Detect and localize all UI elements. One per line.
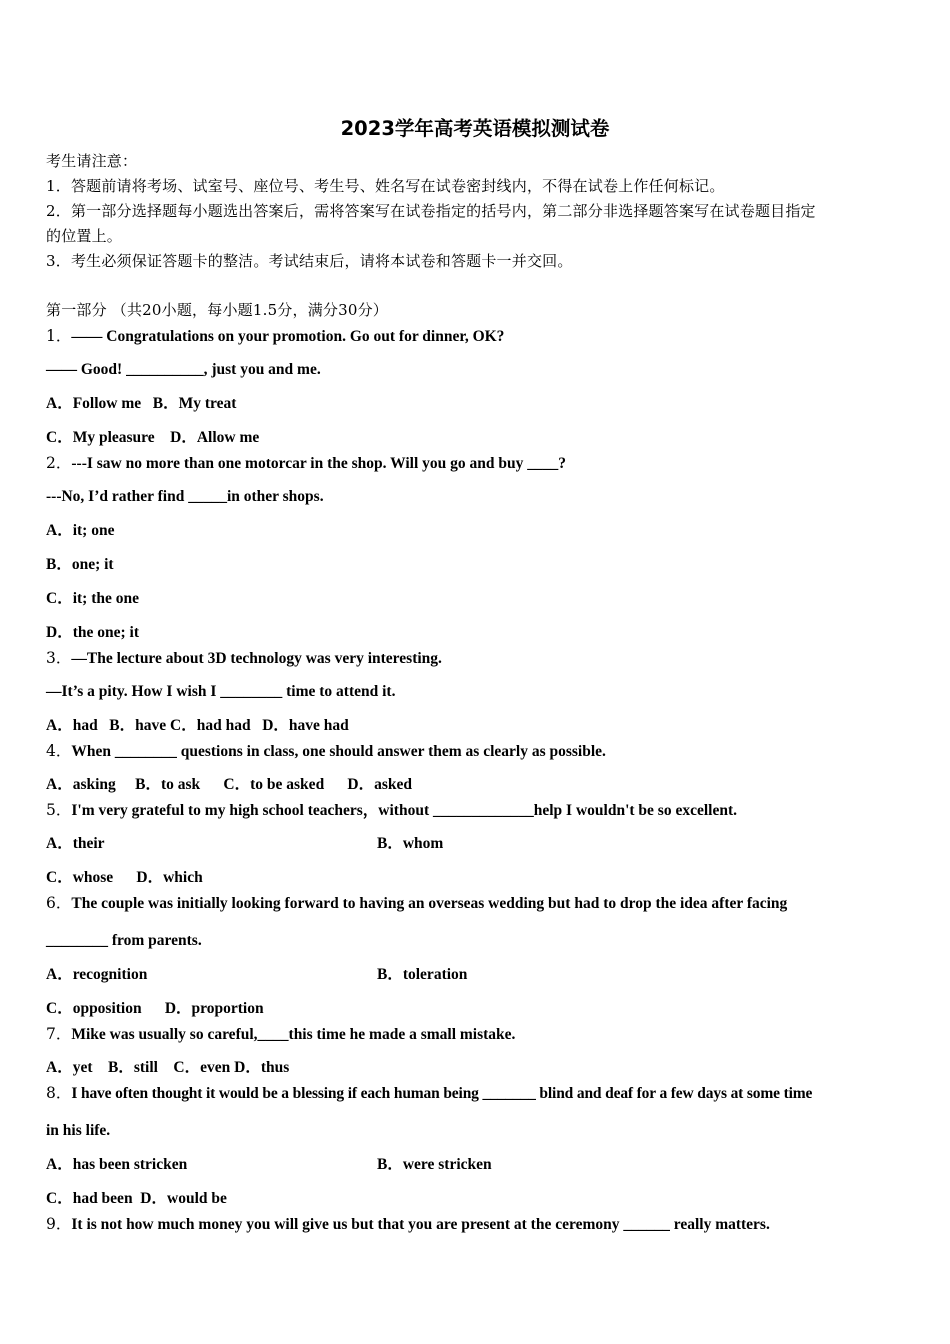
question-number: 6． bbox=[46, 894, 72, 912]
question-5 bbox=[46, 800, 904, 821]
question-5-options-cd[interactable]: C．whose D．which bbox=[46, 869, 203, 886]
question-8-options-ab bbox=[46, 1155, 904, 1175]
option-d[interactable]: D．Allow me bbox=[170, 429, 260, 446]
question-number: 1． bbox=[46, 327, 72, 345]
question-stem: —The lecture about 3D technology was very interesting. bbox=[71, 650, 442, 667]
option-b[interactable]: B．whom bbox=[377, 835, 444, 852]
question-stem: When ________ questions in class, one should answer them as clearly as possible. bbox=[71, 743, 606, 760]
question-5-options-ab bbox=[46, 834, 904, 854]
option-c[interactable]: C．it; the one bbox=[46, 590, 139, 607]
question-stem: It is not how much money you will give us but that you are present at the ceremony ______ really matters. bbox=[71, 1216, 770, 1233]
question-stem: The couple was initially looking forward to having an overseas wedding but had to drop the idea after facing bbox=[71, 895, 788, 912]
question-4-options[interactable]: A．asking B．to ask C．to be asked D．asked bbox=[46, 776, 413, 793]
question-9 bbox=[46, 1214, 904, 1235]
question-stem: I have often thought it would be a blessing if each human being _______ blind and deaf for a few days at some time bbox=[71, 1085, 813, 1102]
question-8 bbox=[46, 1083, 904, 1104]
question-1-line2: —— Good! __________, just you and me. bbox=[46, 361, 321, 378]
notice-item-3: 3．考生必须保证答题卡的整洁。考试结束后，请将本试卷和答题卡一并交回。 bbox=[46, 252, 573, 270]
question-1-options-ab bbox=[46, 394, 904, 414]
page-title: 2023学年高考英语模拟测试卷 bbox=[340, 117, 610, 140]
question-7-options[interactable]: A．yet B．still C．even D．thus bbox=[46, 1059, 290, 1076]
question-7 bbox=[46, 1024, 904, 1045]
question-stem: I'm very grateful to my high school teachers，without _____________help I wouldn't be so excellent. bbox=[71, 802, 737, 819]
question-stem: Mike was usually so careful,____this time he made a small mistake. bbox=[71, 1026, 516, 1043]
question-2 bbox=[46, 453, 904, 474]
notice-item-2-cont: 的位置上。 bbox=[46, 227, 123, 245]
question-stem: —— Congratulations on your promotion. Go out for dinner, OK? bbox=[71, 328, 505, 345]
question-6-line2: ________ from parents. bbox=[46, 932, 202, 949]
section-heading: 第一部分 （共20小题，每小题1.5分，满分30分） bbox=[46, 301, 388, 319]
question-number: 8． bbox=[46, 1084, 72, 1102]
question-4 bbox=[46, 741, 904, 762]
question-6-options-cd[interactable]: C．opposition D．proportion bbox=[46, 1000, 264, 1017]
question-number: 4． bbox=[46, 742, 72, 760]
option-a[interactable]: A．their bbox=[46, 835, 105, 852]
question-stem: ---I saw no more than one motorcar in the shop. Will you go and buy ____? bbox=[71, 455, 567, 472]
option-c[interactable]: C．My pleasure bbox=[46, 429, 155, 446]
question-6-options-ab bbox=[46, 965, 904, 985]
option-b[interactable]: B．were stricken bbox=[377, 1156, 492, 1173]
question-number: 9． bbox=[46, 1215, 72, 1233]
option-b[interactable]: B．one; it bbox=[46, 556, 114, 573]
question-1 bbox=[46, 326, 904, 347]
option-a[interactable]: A．it; one bbox=[46, 522, 115, 539]
option-b[interactable]: B．My treat bbox=[152, 395, 237, 412]
question-3 bbox=[46, 648, 904, 669]
question-number: 2． bbox=[46, 454, 72, 472]
option-a[interactable]: A．recognition bbox=[46, 966, 148, 983]
question-number: 7． bbox=[46, 1025, 72, 1043]
option-a[interactable]: A．Follow me bbox=[46, 395, 142, 412]
option-a[interactable]: A．has been stricken bbox=[46, 1156, 188, 1173]
question-2-line2: ---No, I’d rather find _____in other shops. bbox=[46, 488, 324, 505]
option-d[interactable]: D．the one; it bbox=[46, 624, 139, 641]
question-1-options-cd bbox=[46, 428, 904, 448]
notice-heading: 考生请注意： bbox=[46, 152, 138, 170]
question-8-line2: in his life. bbox=[46, 1122, 111, 1139]
question-3-options[interactable]: A．had B．have C．had had D．have had bbox=[46, 717, 349, 734]
notice-item-1: 1．答题前请将考场、试室号、座位号、考生号、姓名写在试卷密封线内，不得在试卷上作任何标记。 bbox=[46, 177, 725, 195]
question-3-line2: —It’s a pity. How I wish I ________ time to attend it. bbox=[46, 683, 396, 700]
question-8-options-cd[interactable]: C．had been D．would be bbox=[46, 1190, 227, 1207]
question-6 bbox=[46, 893, 904, 914]
question-number: 5． bbox=[46, 801, 72, 819]
notice-item-2: 2．第一部分选择题每小题选出答案后，需将答案写在试卷指定的括号内，第二部分非选择题答案写在试卷题目指定 bbox=[46, 202, 816, 220]
option-b[interactable]: B．toleration bbox=[377, 966, 468, 983]
question-number: 3． bbox=[46, 649, 72, 667]
